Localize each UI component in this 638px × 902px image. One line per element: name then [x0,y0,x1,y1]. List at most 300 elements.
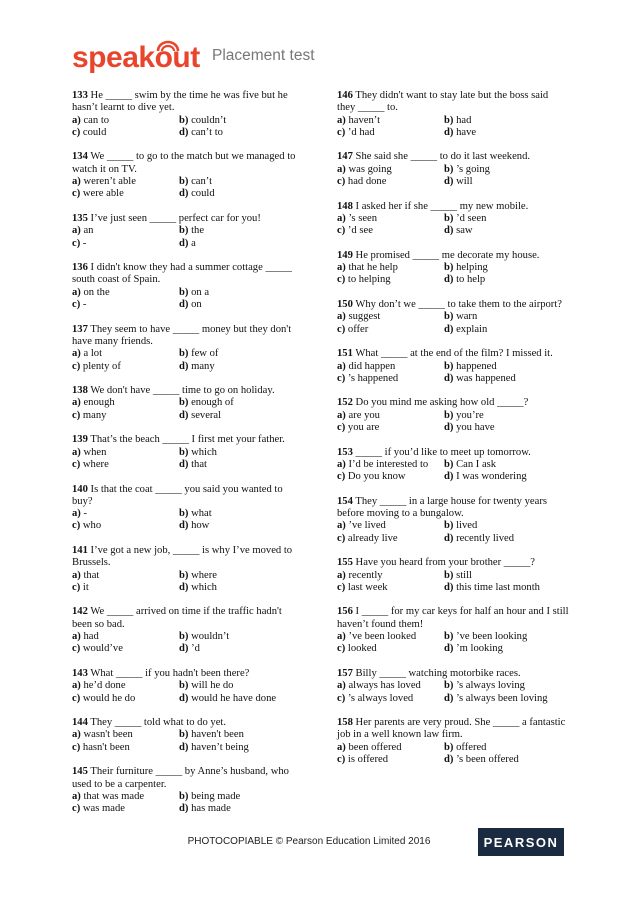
answer-options [72,225,302,250]
question-stem [337,606,569,631]
option-letter: b) [179,225,189,237]
option-text: ’m looking [456,643,503,655]
option-letter: b) [444,520,454,532]
question-stem [337,668,569,680]
option-text: that he help [348,262,398,274]
option-text: enough [83,397,115,409]
question-text: Have you heard from your brother _____? [355,557,535,569]
answer-option [179,803,302,815]
option-letter: a) [72,446,81,458]
answer-option [337,533,444,545]
option-letter: c) [72,520,81,532]
option-letter: b) [179,569,189,581]
answer-option [337,262,444,274]
question-text: We don't have _____ time to go on holiday. [90,385,275,397]
option-text: an [83,225,94,237]
answer-option [337,127,444,139]
option-letter: a) [72,729,81,741]
option-text: plenty of [82,360,121,372]
question-number: 145 [72,766,88,778]
option-letter: c) [72,741,81,753]
option-letter: a) [72,680,81,692]
question-text: They seem to have _____ money but they don't have many friends. [72,323,292,347]
option-letter: d) [179,741,189,753]
option-letter: c) [72,458,81,470]
answer-option [337,754,444,766]
option-letter: b) [444,631,454,643]
option-text: few of [191,348,219,360]
question-number: 137 [72,323,88,335]
option-letter: c) [337,323,346,335]
question-stem [337,299,569,311]
question-text: What _____ at the end of the film? I missed it. [355,348,553,360]
option-text: how [191,520,210,532]
option-letter: b) [179,508,189,520]
option-letter: c) [72,692,81,704]
question-item [337,90,569,139]
answer-option [337,693,444,705]
option-letter: c) [72,299,81,311]
option-text: I was wondering [456,471,527,483]
option-text: recently [348,569,383,581]
option-text: already live [347,532,398,544]
option-letter: a) [337,458,346,470]
option-text: looked [347,643,377,655]
option-text: ’d seen [456,212,487,224]
option-text: - [82,237,87,249]
option-text: where [82,458,109,470]
option-letter: b) [179,286,189,298]
option-text: ’s been offered [456,754,519,766]
question-text: I asked her if she _____ my new mobile. [355,200,529,212]
answer-option [72,459,179,471]
option-text: wasn't been [83,729,133,741]
option-text: was happened [456,372,516,384]
option-letter: d) [179,458,189,470]
option-text: ’ve been looking [456,631,528,643]
question-item [72,484,302,533]
answer-options [337,262,569,287]
question-number: 139 [72,434,88,446]
question-number: 135 [72,212,88,224]
option-letter: b) [444,458,454,470]
question-number: 133 [72,90,88,101]
option-text: that [191,458,207,470]
answer-option [72,115,179,127]
option-text: warn [456,311,478,323]
option-letter: d) [179,409,189,421]
option-text: to help [456,274,486,286]
answer-options [72,397,302,422]
option-text: still [456,569,472,581]
answer-option [179,397,302,409]
answer-option [337,361,444,373]
option-text: many [191,360,215,372]
question-stem [337,250,569,262]
option-letter: b) [179,114,189,126]
question-text: He _____ swim by the time he was five but he hasn’t learnt to dive yet. [72,90,288,114]
answer-option [444,410,569,422]
option-letter: b) [444,741,454,753]
answer-option [179,680,302,692]
answer-option [444,754,569,766]
option-text: had [456,114,472,126]
answer-option [337,213,444,225]
option-letter: a) [337,212,346,224]
answer-options [337,520,569,545]
answer-option [444,582,569,594]
answer-option [337,422,444,434]
option-text: which [191,581,217,593]
question-number: 153 [337,446,353,458]
answer-option [179,643,302,655]
question-stem [72,324,302,349]
option-letter: b) [179,446,189,458]
question-stem [72,545,302,570]
question-stem [337,557,569,569]
answer-option [337,176,444,188]
answer-option [179,791,302,803]
option-letter: d) [179,299,189,311]
option-letter: d) [179,643,189,655]
question-text: What _____ if you hadn't been there? [90,667,250,679]
answer-options [72,287,302,312]
option-letter: b) [444,212,454,224]
question-item [72,151,302,200]
option-letter: a) [72,225,81,237]
answer-option [337,520,444,532]
question-item [72,545,302,594]
answer-option [444,693,569,705]
option-text: you have [456,422,495,434]
option-text: it [82,581,89,593]
option-text: several [191,409,222,421]
answer-option [179,410,302,422]
option-text: weren’t able [83,176,136,188]
answer-option [444,274,569,286]
option-text: that was made [83,790,145,802]
option-text: Can I ask [456,458,497,470]
option-letter: b) [444,311,454,323]
question-text: Her parents are very proud. She _____ a fantastic job in a well known law firm. [337,717,566,741]
option-letter: d) [179,692,189,704]
option-letter: b) [179,348,189,360]
question-text: Billy _____ watching motorbike races. [355,667,521,679]
answer-option [179,729,302,741]
option-letter: c) [337,754,346,766]
option-text: on the [83,286,110,298]
question-text: She said she _____ to do it last weekend. [355,151,531,163]
answer-option [444,361,569,373]
option-text: explain [456,323,488,335]
answer-option [337,164,444,176]
option-text: haven't been [191,729,244,741]
option-letter: c) [337,225,346,237]
answer-option [444,164,569,176]
option-text: could [82,126,107,138]
answer-option [444,680,569,692]
option-text: who [82,520,102,532]
option-text: offered [456,741,487,753]
question-text: Do you mind me asking how old _____? [355,397,529,409]
question-stem [72,151,302,176]
option-letter: c) [337,471,346,483]
option-text: you’re [456,409,484,421]
option-letter: a) [72,508,81,520]
question-item [72,90,302,139]
answer-option [72,447,179,459]
option-text: what [191,508,212,520]
option-letter: d) [179,360,189,372]
question-number: 157 [337,667,353,679]
option-letter: d) [444,471,454,483]
option-text: ’ve been looked [348,631,417,643]
answer-option [72,643,179,655]
answer-option [72,397,179,409]
option-text: couldn’t [191,114,227,126]
answer-option [337,643,444,655]
question-text: I’ve got a new job, _____ is why I’ve moved to Brussels. [72,544,293,569]
answer-option [72,729,179,741]
answer-option [444,459,569,471]
option-text: would’ve [82,643,123,655]
option-letter: d) [179,237,189,249]
option-text: has made [191,803,231,815]
question-item [337,201,569,238]
answer-option [444,324,569,336]
option-text: to helping [347,274,391,286]
answer-option [444,262,569,274]
option-text: wouldn’t [191,631,230,643]
option-letter: b) [179,680,189,692]
answer-option [72,348,179,360]
question-stem [337,151,569,163]
question-stem [337,201,569,213]
answer-option [179,631,302,643]
option-letter: d) [444,422,454,434]
question-item [72,766,302,815]
option-text: this time last month [456,581,540,593]
option-letter: d) [444,754,454,766]
option-letter: c) [72,409,81,421]
option-letter: c) [72,643,81,655]
answer-option [444,225,569,237]
option-text: which [191,446,217,458]
option-text: when [83,446,107,458]
option-text: did happen [348,360,396,372]
answer-option [179,188,302,200]
option-text: haven’t [348,114,381,126]
option-letter: b) [444,680,454,692]
option-letter: a) [72,397,81,409]
answer-option [179,299,302,311]
answer-options [72,570,302,595]
option-text: a [191,237,196,249]
answer-option [444,311,569,323]
answer-options [337,115,569,140]
option-text: have [456,126,477,138]
question-number: 155 [337,557,353,569]
question-item [337,348,569,385]
answer-option [337,225,444,237]
answer-options [72,680,302,705]
question-number: 151 [337,348,353,360]
speakout-logo [72,38,200,78]
answer-option [72,299,179,311]
option-letter: c) [72,188,81,200]
option-text: ’s going [456,163,490,175]
question-stem [337,348,569,360]
answer-option [337,410,444,422]
option-text: - [83,508,88,520]
option-text: ’d had [347,126,375,138]
option-letter: c) [72,803,81,815]
question-stem [72,484,302,509]
option-letter: a) [72,114,81,126]
option-letter: c) [337,274,346,286]
answer-option [179,287,302,299]
answer-option [337,373,444,385]
question-text: Their furniture _____ by Anne’s husband, who used to be a carpenter. [72,766,289,790]
logo-arc-icon [156,40,180,52]
answer-option [444,643,569,655]
option-text: ’s always been loving [456,692,548,704]
option-letter: b) [444,569,454,581]
question-text: I’ve just seen _____ perfect car for you! [90,212,261,224]
option-text: many [82,409,107,421]
answer-options [337,410,569,435]
answer-option [444,422,569,434]
option-text: is offered [347,754,388,766]
option-text: hasn't been [82,741,130,753]
answer-options [72,348,302,373]
answer-option [337,582,444,594]
answer-option [72,693,179,705]
answer-option [179,508,302,520]
answer-option [179,238,302,250]
answer-options [337,742,569,767]
answer-option [179,115,302,127]
option-text: ’d [191,643,200,655]
answer-option [337,742,444,754]
question-item [337,447,569,484]
question-number: 156 [337,606,353,618]
question-number: 150 [337,299,353,311]
question-stem [337,496,569,521]
answer-option [337,274,444,286]
option-letter: a) [72,286,81,298]
question-text: Is that the coat _____ you said you wanted to buy? [72,483,283,507]
answer-option [179,447,302,459]
question-stem [72,766,302,791]
option-text: a lot [83,348,103,360]
option-text: on [191,299,202,311]
question-number: 158 [337,717,353,729]
answer-option [444,520,569,532]
answer-options [337,459,569,484]
question-stem [337,90,569,115]
option-letter: b) [179,176,189,188]
option-text: Do you know [347,471,406,483]
answer-option [72,803,179,815]
answer-option [444,471,569,483]
answer-option [444,631,569,643]
option-letter: d) [179,126,189,138]
option-letter: a) [337,409,346,421]
answer-options [337,680,569,705]
answer-option [337,471,444,483]
option-text: on a [191,286,210,298]
question-number: 147 [337,151,353,163]
answer-option [444,742,569,754]
question-item [72,262,302,311]
answer-option [72,225,179,237]
answer-option [444,176,569,188]
option-text: will [456,176,473,188]
question-item [72,385,302,422]
answer-option [72,570,179,582]
answer-option [444,115,569,127]
option-text: was going [348,163,392,175]
option-text: ’s always loved [347,692,414,704]
question-text: They _____ in a large house for twenty years before moving to a bungalow. [337,495,547,520]
question-stem [72,213,302,225]
answer-option [72,520,179,532]
option-letter: c) [337,176,346,188]
question-number: 143 [72,667,88,679]
question-item [337,397,569,434]
answer-options [337,361,569,386]
question-stem [337,397,569,409]
option-text: happened [456,360,497,372]
option-text: offer [347,323,369,335]
option-letter: a) [337,360,346,372]
answer-option [179,570,302,582]
option-text: was made [82,803,125,815]
question-item [72,213,302,250]
option-text: saw [456,225,473,237]
answer-option [72,188,179,200]
option-text: being made [191,790,241,802]
answer-options [337,164,569,189]
answer-option [72,127,179,139]
question-text: I didn't know they had a summer cottage _____ south coast of Spain. [72,262,292,286]
answer-option [179,693,302,705]
option-letter: a) [72,631,81,643]
option-letter: a) [337,631,346,643]
option-text: can’t to [191,126,223,138]
answer-option [179,348,302,360]
option-letter: b) [444,163,454,175]
answer-option [72,742,179,754]
option-text: suggest [348,311,381,323]
left-question-column [72,90,302,828]
answer-option [444,373,569,385]
question-stem [72,434,302,446]
answer-option [444,213,569,225]
option-letter: d) [179,803,189,815]
option-letter: c) [337,692,346,704]
question-number: 136 [72,262,88,274]
question-item [337,299,569,336]
question-text: Why don’t we _____ to take them to the airport? [355,299,562,311]
answer-option [179,459,302,471]
option-letter: a) [72,348,81,360]
question-item [72,434,302,471]
option-letter: c) [337,532,346,544]
question-item [337,557,569,594]
option-letter: c) [337,372,346,384]
